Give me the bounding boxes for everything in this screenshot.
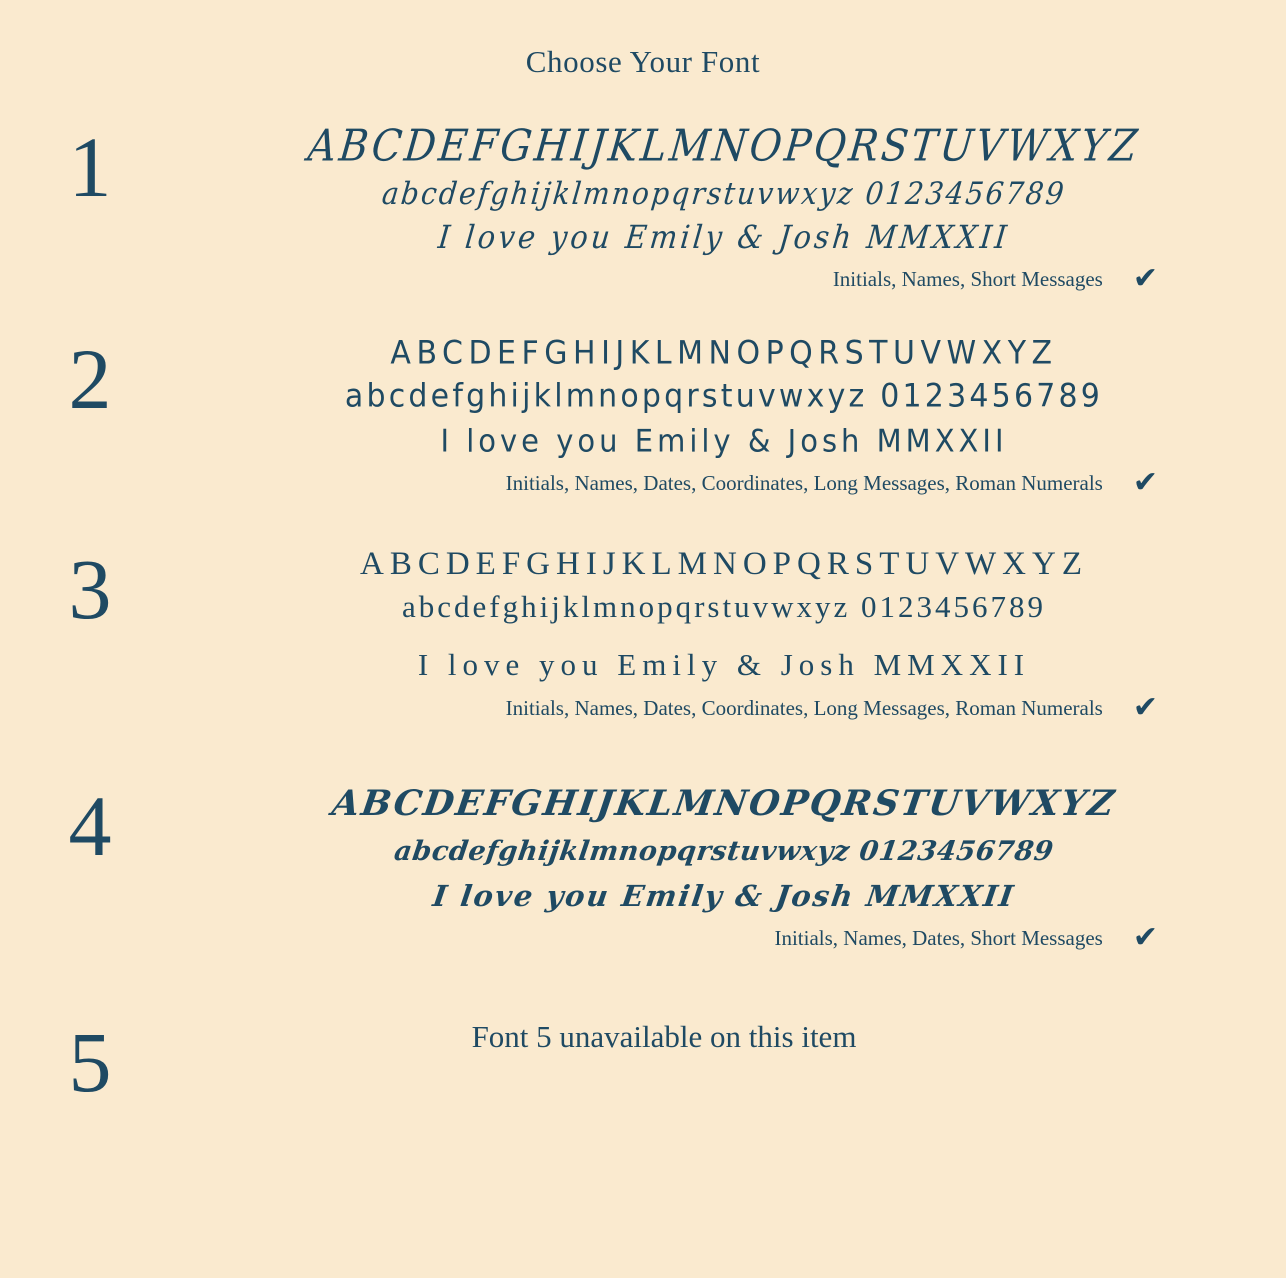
- font-1-lowercase: abcdefghijklmnopqrstuvwxyz 0123456789: [380, 175, 1068, 212]
- font-3-caption: Initials, Names, Dates, Coordinates, Long Messages, Roman Numerals: [505, 695, 1103, 720]
- font-2-lowercase: abcdefghijklmnopqrstuvwxyz 0123456789: [344, 377, 1104, 416]
- font-number-2: 2: [68, 331, 112, 427]
- font-2-phrase: I love you Emily & Josh MMXXII: [440, 422, 1008, 460]
- font-option-5: [0, 1014, 1286, 1110]
- font-option-2[interactable]: [0, 331, 1286, 500]
- font-sample-4: [180, 783, 1286, 953]
- font-sample-5: [180, 1019, 1286, 1055]
- font-1-phrase: I love you Emily & Josh MMXXII: [436, 218, 1012, 256]
- font-3-phrase: I love you Emily & Josh MMXXII: [417, 647, 1031, 682]
- font-2-uppercase: ABCDEFGHIJKLMNOPQRSTUVWXYZ: [390, 334, 1058, 373]
- font-option-1[interactable]: [0, 119, 1286, 296]
- check-icon: ✔: [1132, 690, 1158, 725]
- font-option-3[interactable]: [0, 541, 1286, 725]
- font-4-caption: Initials, Names, Dates, Short Messages: [774, 925, 1103, 950]
- check-icon: ✔: [1132, 261, 1158, 296]
- font-number-4: 4: [68, 778, 112, 874]
- font-1-caption: Initials, Names, Short Messages: [832, 266, 1103, 291]
- font-1-uppercase: ABCDEFGHIJKLMNOPQRSTUVWXYZ: [305, 121, 1143, 172]
- font-sample-1: [180, 121, 1286, 296]
- font-4-caption-row: [180, 920, 1268, 955]
- font-2-caption: Initials, Names, Dates, Coordinates, Long Messages, Roman Numerals: [505, 470, 1103, 495]
- font-number-5: 5: [68, 1014, 112, 1110]
- font-4-lowercase: abcdefghijklmnopqrstuvwxyz 0123456789: [392, 836, 1056, 867]
- font-3-lowercase: abcdefghijklmnopqrstuvwxyz 0123456789: [402, 589, 1046, 624]
- font-1-caption-row: [180, 261, 1268, 296]
- font-3-caption-row: [180, 690, 1268, 725]
- font-4-phrase: I love you Emily & Josh MMXXII: [430, 879, 1018, 913]
- font-sample-2: [180, 336, 1286, 498]
- font-2-caption-row: [180, 465, 1268, 500]
- font-sample-3: [180, 546, 1286, 723]
- font-5-unavailable-text: Font 5 unavailable on this item: [471, 1019, 857, 1054]
- font-number-1: 1: [68, 119, 112, 215]
- font-3-uppercase: ABCDEFGHIJKLMNOPQRSTUVWXYZ: [359, 546, 1089, 582]
- check-icon: ✔: [1132, 920, 1158, 955]
- check-icon: ✔: [1132, 465, 1158, 500]
- font-option-4[interactable]: [0, 778, 1286, 955]
- page-title: Choose Your Font: [525, 44, 761, 79]
- font-number-3: 3: [68, 541, 112, 637]
- font-4-uppercase: ABCDEFGHIJKLMNOPQRSTUVWXYZ: [329, 783, 1119, 824]
